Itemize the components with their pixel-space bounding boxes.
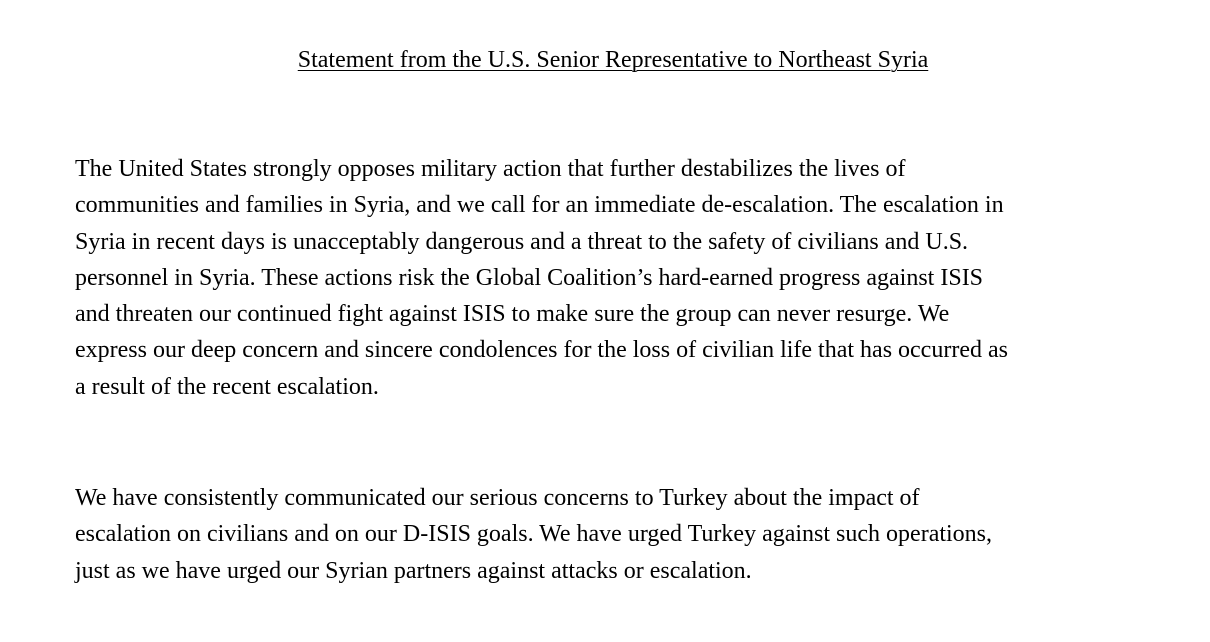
paragraph-line: We have consistently communicated our serious concerns to Turkey about the impact of <box>75 485 920 511</box>
paragraph-1 <box>75 151 1185 405</box>
document-title: Statement from the U.S. Senior Representative to Northeast Syria <box>297 47 929 73</box>
paragraph-line: a result of the recent escalation. <box>75 373 379 400</box>
paragraph-line: The United States strongly opposes military action that further destabilizes the lives of <box>75 156 906 182</box>
paragraph-line: personnel in Syria. These actions risk the Global Coalition’s hard-earned progress against ISIS <box>75 264 984 291</box>
paragraph-line: just as we have urged our Syrian partners against attacks or escalation. <box>75 557 752 584</box>
paragraph-line: communities and families in Syria, and we call for an immediate de-escalation. The escalation in <box>75 192 1004 219</box>
paragraph-line: Syria in recent days is unacceptably dangerous and a threat to the safety of civilians and U.S. <box>75 228 969 255</box>
paragraph-line: express our deep concern and sincere condolences for the loss of civilian life that has occurred as <box>75 337 1008 364</box>
paragraph-line: and threaten our continued fight against ISIS to make sure the group can never resurge. We <box>75 301 950 328</box>
paragraph-2 <box>75 480 1185 589</box>
paragraph-line: escalation on civilians and on our D-ISIS goals. We have urged Turkey against such operations, <box>75 521 993 548</box>
